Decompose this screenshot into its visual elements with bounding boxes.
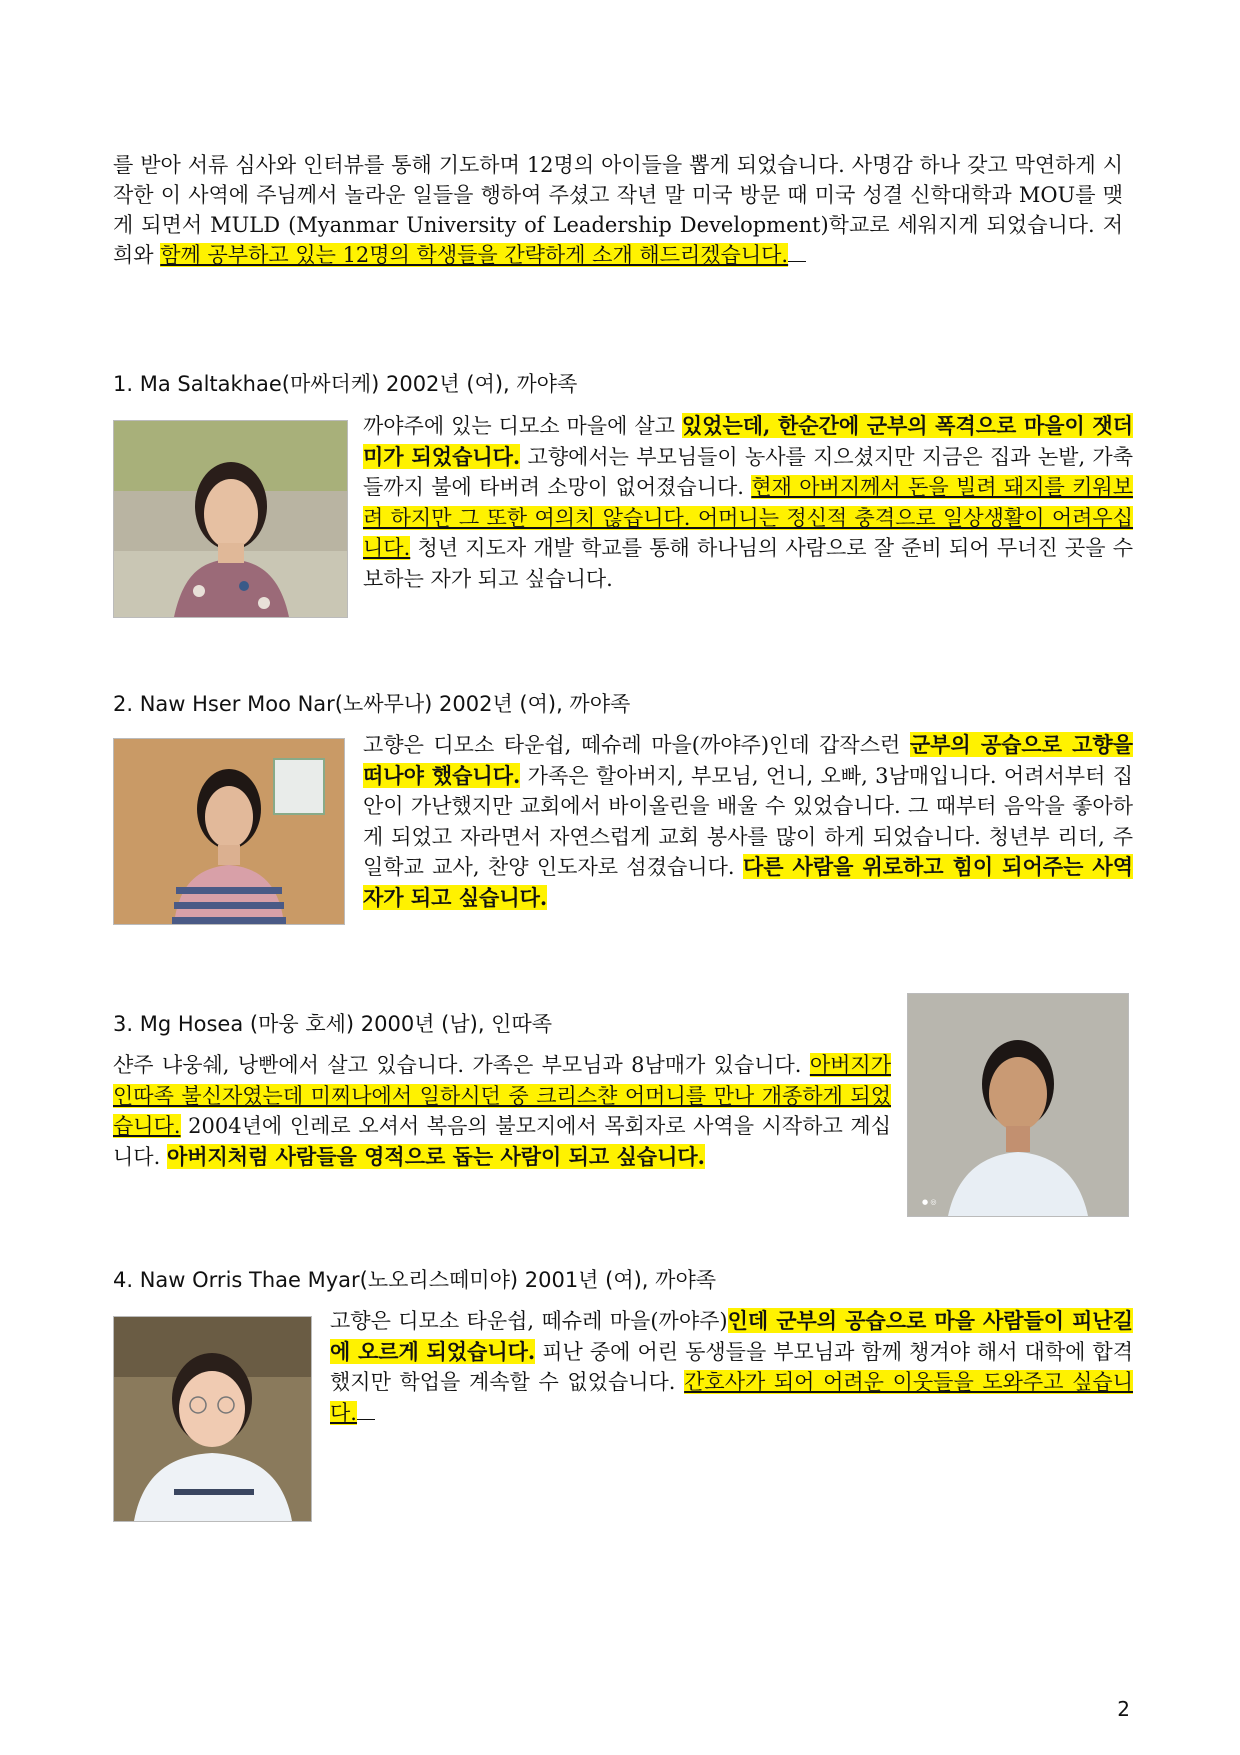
student-3-highlight: 아버지가 인따족 불신자였는데 미찌나에서 일하시던 중 크리스챤 어머니를 만나 개종하게 되었습니다.	[113, 1053, 891, 1138]
student-2-bold-highlight: 군부의 공습으로 고향을 떠나야 했습니다.	[363, 732, 1133, 788]
intro-paragraph	[113, 150, 1123, 270]
student-4-text-a: 고향은 디모소 타운쉽, 떼슈레 마을(까야주)	[330, 1309, 728, 1333]
student-1-text-b: 고향에서는 부모님들이 농사를 지으셨지만 지금은 집과 논밭, 가축들까지 불에 타버려 소망이 없어졌습니다.	[363, 444, 1133, 499]
student-3-heading: 3. Mg Hosea (마웅 호세) 2000년 (남), 인따족	[113, 1012, 553, 1036]
portrait-image	[114, 421, 347, 617]
student-4-heading: 4. Naw Orris Thae Myar(노오리스떼미야) 2001년 (여), 까야족	[113, 1268, 717, 1292]
student-1-paragraph	[363, 411, 1133, 594]
student-2-text-b: 가족은 할아버지, 부모님, 언니, 오빠, 3남매입니다. 어려서부터 집안이 가난했지만 교회에서 바이올린을 배울 수 있었습니다. 그 때부터 음악을 좋아하게 되었고 자라면서 자연스럽게 교회 봉사를 많이 하게 되었습니다. 청년부 리더, 주일학교 교사, 찬양 인도자로 섬겼습니다.	[363, 763, 1134, 879]
portrait-image	[908, 994, 1128, 1216]
camera-watermark: ● ◎	[922, 1198, 937, 1206]
trailing-underline	[357, 1418, 375, 1420]
portrait-image	[114, 1317, 311, 1521]
student-2-photo	[113, 738, 345, 925]
student-1-photo	[113, 420, 348, 618]
student-3-bold-highlight: 아버지처럼 사람들을 영적으로 돕는 사람이 되고 싶습니다.	[166, 1143, 705, 1169]
student-4-highlight: 간호사가 되어 어려운 이웃들을 도와주고 싶습니다.	[330, 1370, 1133, 1425]
student-4-photo	[113, 1316, 312, 1522]
student-2-paragraph	[363, 730, 1133, 913]
student-4-bold-highlight: 인데 군부의 공습으로 마을 사람들이 피난길에 오르게 되었습니다.	[330, 1308, 1134, 1364]
student-1-highlight: 현재 아버지께서 돈을 빌려 돼지를 키워보려 하지만 그 또한 여의치 않습니다. 어머니는 정신적 충격으로 일상생활이 어려우십니다.	[363, 475, 1133, 560]
student-1-heading: 1. Ma Saltakhae(마싸더케) 2002년 (여), 까야족	[113, 372, 578, 396]
student-1-text-c: 청년 지도자 개발 학교를 통해 하나님의 사람으로 잘 준비 되어 무너진 곳을 수보하는 자가 되고 싶습니다.	[363, 536, 1133, 591]
student-4-paragraph	[330, 1306, 1133, 1428]
intro-highlight: 함께 공부하고 있는 12명의 학생들을 간략하게 소개 해드리겠습니다.	[160, 243, 789, 267]
student-3-paragraph	[113, 1050, 891, 1172]
trailing-underline	[788, 260, 806, 262]
student-2-text-a: 고향은 디모소 타운쉽, 떼슈레 마을(까야주)인데 갑작스런	[363, 733, 910, 757]
student-3-photo	[907, 993, 1129, 1217]
student-4-text-b: 피난 중에 어린 동생들을 부모님과 함께 챙겨야 해서 대학에 합격했지만 학업을 계속할 수 없었습니다.	[330, 1339, 1134, 1394]
student-2-bold-highlight-2: 다른 사람을 위로하고 힘이 되어주는 사역자가 되고 싶습니다.	[363, 854, 1133, 910]
student-2-heading: 2. Naw Hser Moo Nar(노싸무나) 2002년 (여), 까야족	[113, 692, 631, 716]
portrait-image	[114, 739, 344, 924]
student-3-text-b: 2004년에 인레로 오셔서 복음의 불모지에서 목회자로 사역을 시작하고 계십니다.	[113, 1114, 891, 1169]
page-number: 2	[1117, 1697, 1130, 1721]
student-3-text-a: 샨주 냐웅쉐, 낭빤에서 살고 있습니다. 가족은 부모님과 8남매가 있습니다.	[113, 1053, 810, 1077]
student-1-text-a: 까야주에 있는 디모소 마을에 살고	[363, 414, 682, 438]
student-1-bold-highlight: 있었는데, 한순간에 군부의 폭격으로 마을이 잿더미가 되었습니다.	[363, 413, 1133, 469]
intro-text: 를 받아 서류 심사와 인터뷰를 통해 기도하며 12명의 아이들을 뽑게 되었습니다. 사명감 하나 갖고 막연하게 시작한 이 사역에 주님께서 놀라운 일들을 행하여 주셨고 작년 말 미국 방문 때 미국 성결 신학대학과 MOU를 맺게 되면서 MULD (Myanmar University of Leadership Development)학교로 세워지게 되었습니다. 저희와	[113, 153, 1123, 267]
